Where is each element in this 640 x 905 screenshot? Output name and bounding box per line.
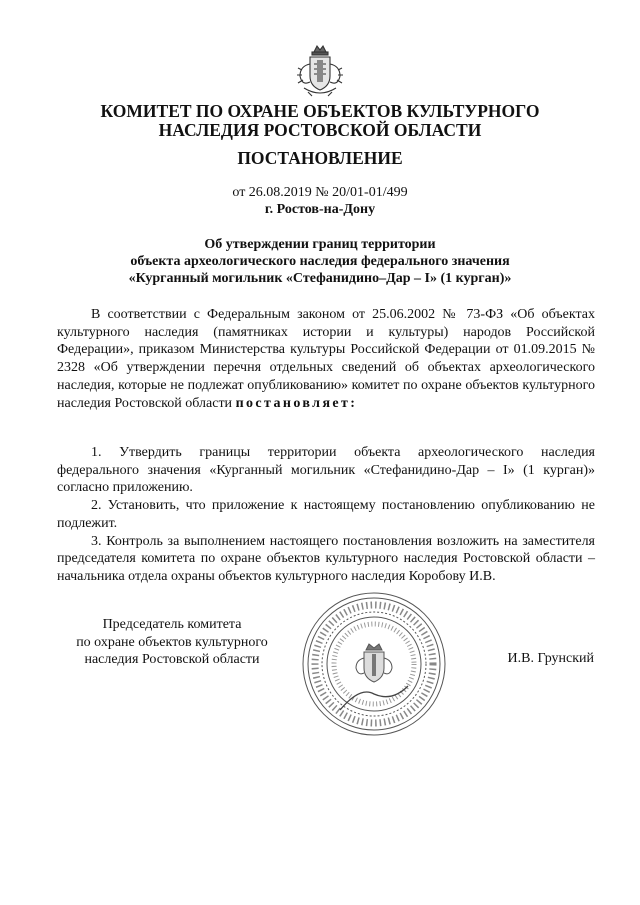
position-line-3: наследия Ростовской области <box>84 652 260 667</box>
document-type: ПОСТАНОВЛЕНИЕ <box>237 148 403 168</box>
subject-line-3: «Курганный могильник «Стефанидино–Дар – I» (1 курган)» <box>128 271 512 286</box>
decree-item-3: 3. Контроль за выполнением настоящего постановления возложить на заместителя председателя комитета по охране объектов культурного наследия Ростовской области – начальника отдела охраны объектов культурного наследия Коробову И.В. <box>57 533 595 584</box>
city: г. Ростов-на-Дону <box>264 202 376 217</box>
subject-line-2: объекта археологического наследия федерального значения <box>130 254 510 269</box>
decree-item-2: 2. Установить, что приложение к настоящему постановлению опубликованию не подлежит. <box>57 498 595 531</box>
intro-paragraph <box>57 306 595 412</box>
decree-word: постановляет: <box>235 395 358 411</box>
decree-items <box>57 444 595 586</box>
org-line-1: КОМИТЕТ ПО ОХРАНЕ ОБЪЕКТОВ КУЛЬТУРНОГО <box>100 101 540 121</box>
document-meta <box>60 184 580 218</box>
organization-name <box>60 102 580 140</box>
org-line-2: НАСЛЕДИЯ РОСТОВСКОЙ ОБЛАСТИ <box>158 120 482 140</box>
document-subject <box>60 236 580 287</box>
official-seal-icon <box>300 590 448 738</box>
date-number: от 26.08.2019 № 20/01-01/499 <box>232 185 408 200</box>
signer-name: И.В. Грунский <box>507 651 594 666</box>
decree-item-1: 1. Утвердить границы территории объекта археологического наследия федерального значения «Курганный могильник «Стефанидино-Дар – I» (1 курган)» согласно приложению. <box>57 445 595 496</box>
intro-text: В соответствии с Федеральным законом от 25.06.2002 № 73-ФЗ «Об объектах культурного наследия (памятниках истории и культуры) народов Российской Федерации», приказом Министерства культуры Российской Федерации от 01.09.2015 № 2328 «Об утверждении перечня отдельных сведений об объектах археологического наследия, которые не подлежат опубликованию» комитет по охране объектов культурного наследия Ростовской области <box>57 307 595 411</box>
signer-position <box>57 616 287 669</box>
coat-of-arms-icon <box>294 42 346 100</box>
position-line-2: по охране объектов культурного <box>76 634 268 650</box>
position-line-1: Председатель комитета <box>102 617 242 632</box>
subject-line-1: Об утверждении границ территории <box>204 237 436 252</box>
